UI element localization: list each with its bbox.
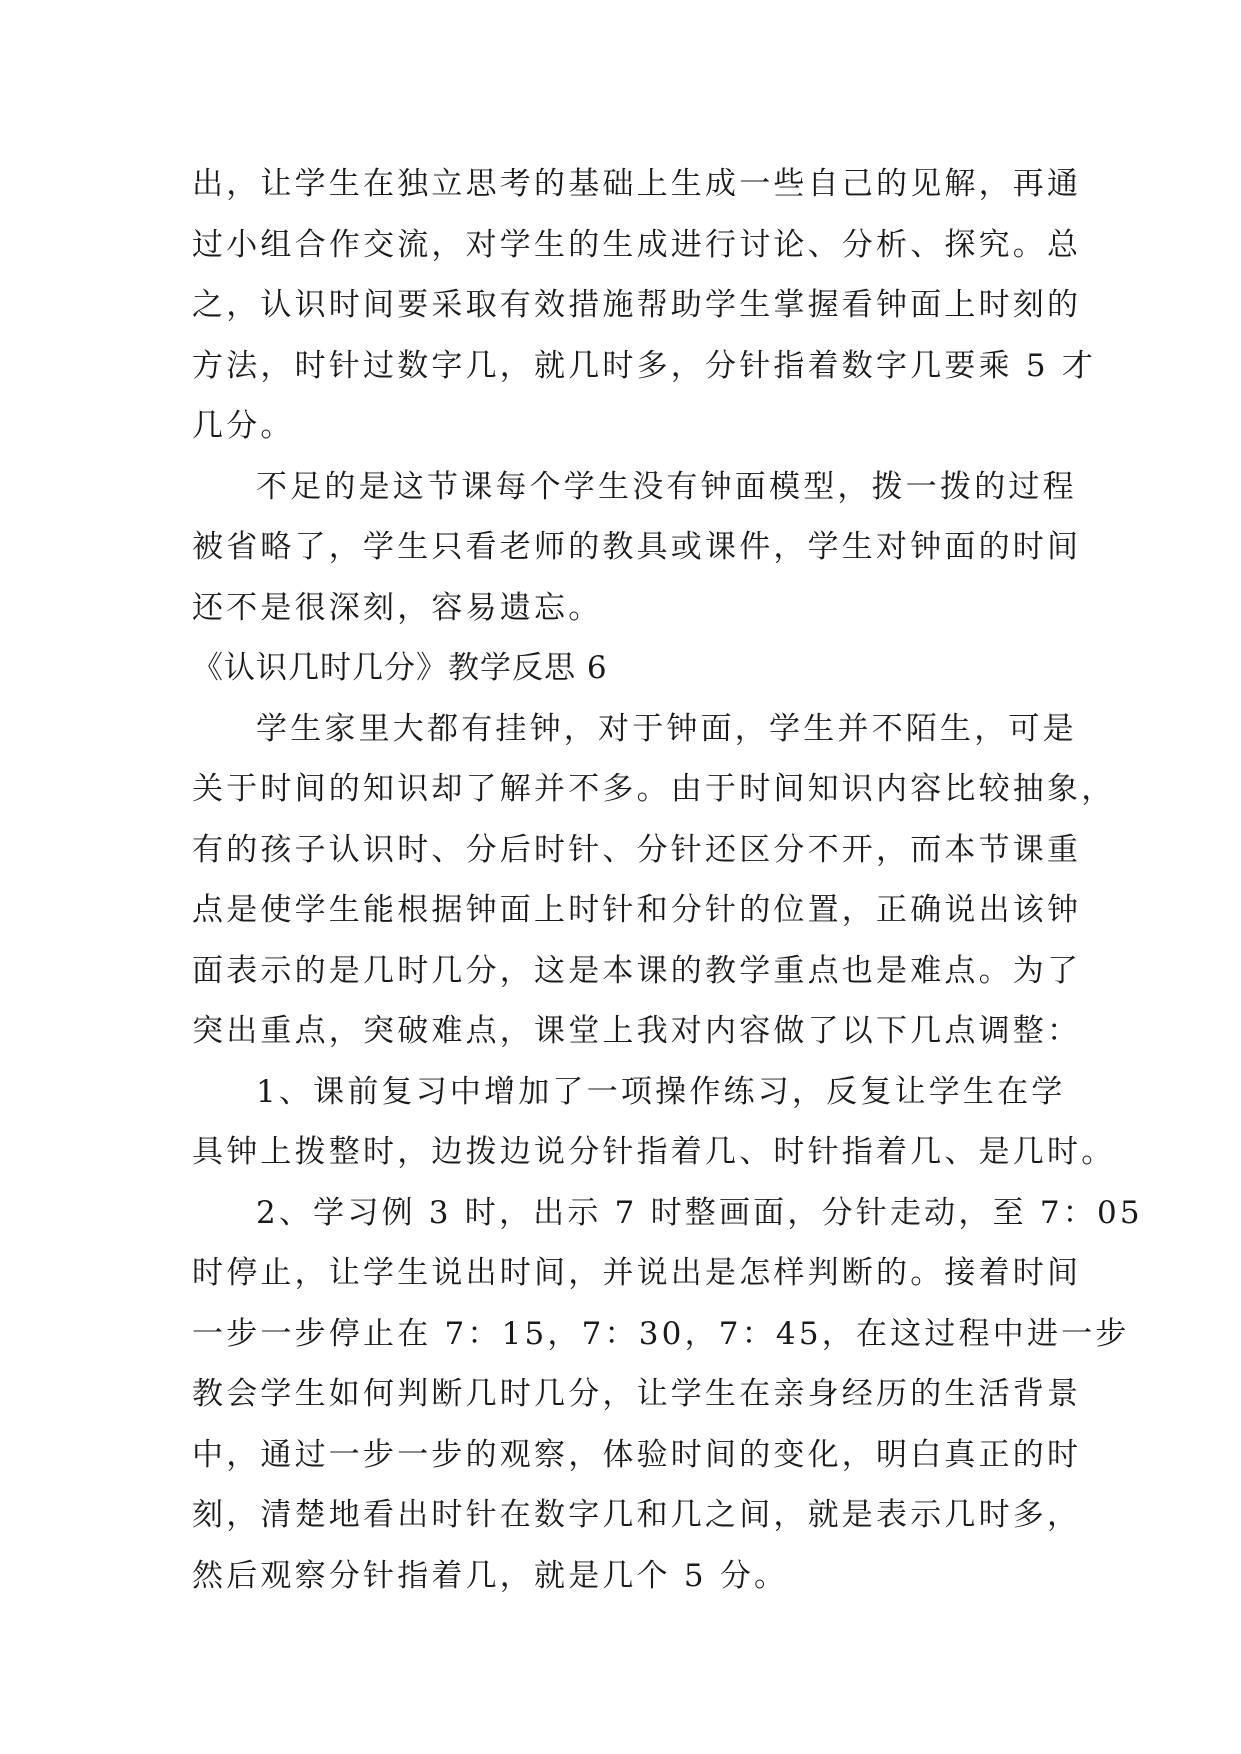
text-line: 具钟上拨整时，边拨边说分针指着几、时针指着几、是几时。: [192, 1134, 1116, 1170]
text-line: 刻，清楚地看出时针在数字几和几之间，就是表示几时多，: [192, 1497, 1082, 1533]
text-line: 时停止，让学生说出时间，并说出是怎样判断的。接着时间: [192, 1255, 1082, 1291]
document-body: [192, 154, 1143, 1606]
text-line: 1、课前复习中增加了一项操作练习，反复让学生在学: [256, 1073, 1066, 1110]
text-line: 突出重点，突破难点，课堂上我对内容做了以下几点调整：: [192, 1013, 1082, 1049]
text-line: 之，认识时间要采取有效措施帮助学生掌握看钟面上时刻的: [192, 287, 1082, 323]
text-line: 然后观察分针指着几，就是几个 5 分。: [192, 1557, 789, 1594]
text-line: 关于时间的知识却了解并不多。由于时间知识内容比较抽象，: [192, 771, 1116, 807]
text-line: 2、学习例 3 时，出示 7 时整画面，分针走动，至 7：05: [256, 1194, 1143, 1231]
text-line: 出，让学生在独立思考的基础上生成一些自己的见解，再通: [192, 166, 1082, 202]
text-line: 不足的是这节课每个学生没有钟面模型，拨一拨的过程: [256, 468, 1077, 505]
section-heading: [192, 638, 1072, 699]
text-line: 方法，时针过数字几，就几时多，分针指着数字几要乘 5 才: [192, 347, 1097, 384]
section-title: 《认识几时几分》教学反思 6: [192, 650, 608, 686]
paragraph-continuation: [192, 154, 1097, 457]
paragraph-point-2: [192, 1183, 1143, 1607]
paragraph-point-1: [192, 1062, 1116, 1183]
paragraph-shortcomings: [192, 457, 1082, 639]
text-line: 点是使学生能根据钟面上时针和分针的位置，正确说出该钟: [192, 892, 1082, 928]
text-line: 过小组合作交流，对学生的生成进行讨论、分析、探究。总: [192, 226, 1082, 263]
text-line: 一步一步停止在 7：15，7：30，7：45，在这过程中进一步: [192, 1315, 1130, 1352]
text-line: 面表示的是几时几分，这是本课的教学重点也是难点。为了: [192, 952, 1082, 989]
text-line: 几分。: [192, 408, 295, 444]
text-line: 学生家里大都有挂钟，对于钟面，学生并不陌生，可是: [256, 710, 1077, 747]
text-line: 还不是很深刻，容易遗忘。: [192, 589, 603, 626]
text-line: 有的孩子认识时、分后时针、分针还区分不开，而本节课重: [192, 831, 1082, 868]
text-line: 教会学生如何判断几时几分，让学生在亲身经历的生活背景: [192, 1376, 1082, 1412]
paragraph-introduction: [192, 699, 1116, 1062]
text-line: 被省略了，学生只看老师的教具或课件，学生对钟面的时间: [192, 529, 1082, 565]
text-line: 中，通过一步一步的观察，体验时间的变化，明白真正的时: [192, 1436, 1082, 1473]
